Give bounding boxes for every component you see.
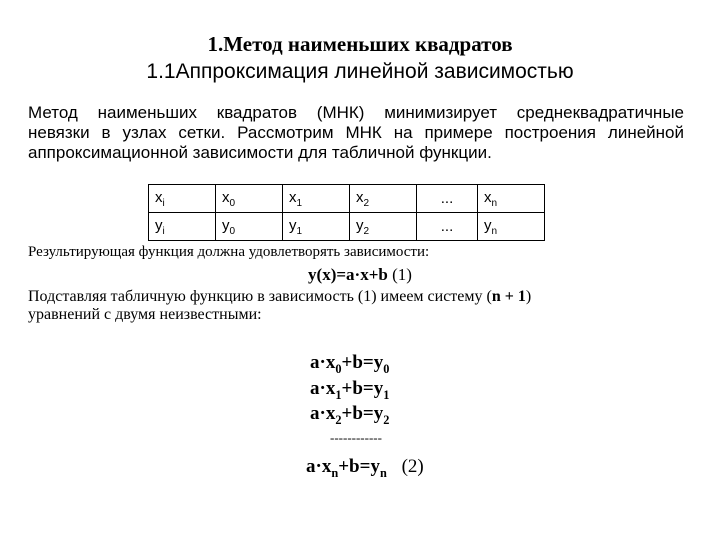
table-row-y <box>149 213 545 241</box>
table-row-x <box>149 185 545 213</box>
paragraph-line-2: невязки в узлах сетки. Рассмотрим МНК на примере построения линейной <box>28 123 684 142</box>
page-title: 1.Метод наименьших квадратов <box>207 32 513 56</box>
table-cell: $x_n$ <box>478 185 545 213</box>
table-cell: $y_2$ <box>350 213 417 241</box>
table-cell: $x_0$ <box>216 185 283 213</box>
paragraph-line-3: аппроксимационной зависимости для табличной функции. <box>28 143 492 162</box>
table-cell: $y_n$ <box>478 213 545 241</box>
table-cell: $x_i$ <box>149 185 216 213</box>
table-cell: $y_0$ <box>216 213 283 241</box>
system-equation-n: $a\cdot x_n+b=y_n$ (2) <box>306 456 424 480</box>
equation-1 <box>0 265 720 285</box>
values-table <box>148 184 545 241</box>
table-cell: $y_1$ <box>283 213 350 241</box>
substitution-text: Подставляя табличную функцию в зависимость (1) имеем систему (n + 1) уравнений с двумя неизвестными: <box>28 288 532 323</box>
paragraph-line-1: Метод наименьших квадратов (МНК) минимизирует среднеквадратичные <box>28 103 684 122</box>
equation-1-formula: y(x)=a·x+b <box>308 265 388 284</box>
system-ellipsis-dashes: ------------ <box>330 430 382 445</box>
system-equation-2: $a\cdot x_2+b=y_2$ <box>310 403 390 427</box>
table-cell: $x_2$ <box>350 185 417 213</box>
equation-1-number: (1) <box>392 265 412 284</box>
system-equation-0: $a\cdot x_0+b=y_0$ <box>310 352 390 376</box>
page-subtitle: 1.1Аппроксимация линейной зависимостью <box>146 60 574 83</box>
table-cell: $y_i$ <box>149 213 216 241</box>
table-cell: ... <box>417 185 478 213</box>
table-cell: ... <box>417 213 478 241</box>
system-equation-1: $a\cdot x_1+b=y_1$ <box>310 378 390 402</box>
intro-paragraph <box>28 103 684 163</box>
table-cell: $x_1$ <box>283 185 350 213</box>
system-number: (2) <box>401 456 424 477</box>
result-text: Результирующая функция должна удовлетворять зависимости: <box>28 244 430 260</box>
